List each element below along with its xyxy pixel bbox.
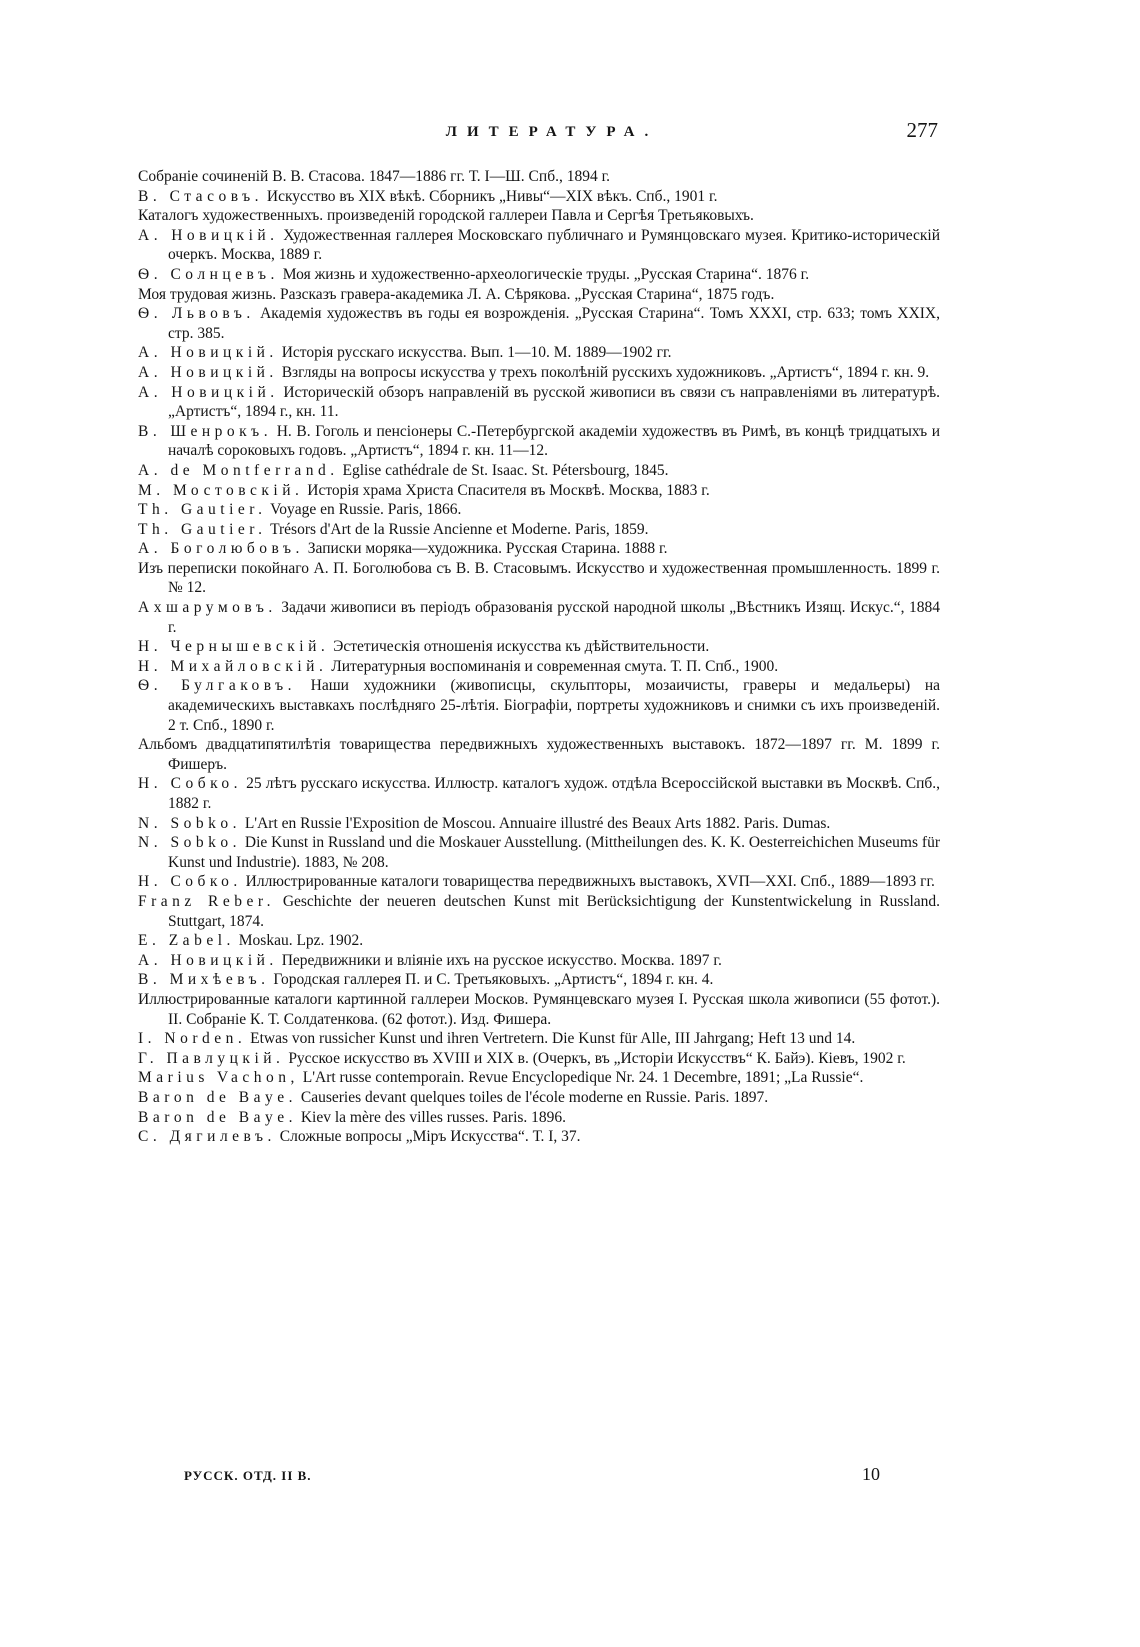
entry-author: Н. Михайловскій.	[138, 657, 328, 675]
entry-text: Voyage en Russie. Paris, 1866.	[270, 501, 462, 519]
entry-text: Сложные вопросы „Міръ Искусства“. Т. I, 37.	[279, 1128, 581, 1146]
entry-text: Causeries devant quelques toiles de l'école moderne en Russie. Paris. 1897.	[300, 1088, 769, 1106]
bibliography-entry	[138, 931, 940, 951]
bibliography-entry	[138, 990, 940, 1029]
entry-text: Исторія русскаго искусства. Вып. 1—10. М. 1889—1902 гг.	[281, 344, 672, 362]
bibliography-list	[138, 167, 940, 1147]
entry-text: Иллюстрированные каталоги картинной галлереи Москов. Румянцевскаго музея I. Русская школа живописи (55 фотот.). II. Собраніе К. Т. Солдатенкова. (62 фотот.). Изд. Фишера.	[138, 990, 940, 1028]
bibliography-entry	[138, 774, 940, 813]
entry-text: Исторія храма Христа Спасителя въ Москвѣ. Москва, 1883 г.	[307, 481, 710, 499]
entry-text: Moskau. Lpz. 1902.	[238, 932, 364, 950]
entry-author: A. de Montferrand.	[138, 461, 339, 479]
entry-author: С. Дягилевъ.	[138, 1128, 276, 1146]
bibliography-entry	[138, 363, 940, 383]
bibliography-entry	[138, 951, 940, 971]
bibliography-entry	[138, 872, 940, 892]
running-title: ЛИТЕРАТУРА.	[445, 124, 659, 140]
sheet-number: 10	[862, 1464, 880, 1484]
entry-author: В. Михѣевъ.	[138, 971, 270, 989]
entry-text: Литературныя воспоминанія и современная смута. Т. П. Спб., 1900.	[331, 657, 779, 675]
entry-text: Городская галлерея П. и С. Третьяковыхъ. „Артистъ“, 1894 г. кн. 4.	[273, 971, 714, 989]
entry-author: E. Zabel.	[138, 932, 235, 950]
entry-text: Искусство въ XIX вѣкѣ. Сборникъ „Нивы“—XIX вѣкъ. Спб., 1901 г.	[266, 187, 718, 205]
entry-author: А. Новицкій.	[138, 363, 278, 381]
entry-author: М. Мостовскій.	[138, 481, 304, 499]
entry-author: В. Шенрокъ.	[138, 422, 273, 440]
entry-text: L'Art russe contemporain. Revue Encyclopedique Nr. 24. 1 Decembre, 1891; „La Russie“.	[302, 1069, 864, 1087]
entry-text: Eglise cathédrale de St. Isaac. St. Pétersbourg, 1845.	[342, 461, 669, 479]
entry-text: Русское искусство въ XVIII и XIX в. (Очеркъ, въ „Исторіи Искусствъ“ К. Байэ). Кіевъ, 1902 г.	[288, 1049, 906, 1067]
entry-text: L'Art en Russie l'Exposition de Moscou. Annuaire illustré des Beaux Arts 1882. Paris. Dumas.	[244, 814, 831, 832]
bibliography-entry	[138, 598, 940, 637]
entry-text: Иллюстрированные каталоги товарищества передвижныхъ выставокъ, XVП—XXI. Спб., 1889—1893 гг.	[245, 873, 935, 891]
bibliography-entry	[138, 520, 940, 540]
page-number: 277	[906, 118, 938, 142]
entry-author: А. Боголюбовъ.	[138, 540, 304, 558]
bibliography-entry	[138, 206, 940, 226]
bibliography-entry	[138, 539, 940, 559]
bibliography-entry	[138, 559, 940, 598]
entry-author: Baron de Baye.	[138, 1088, 297, 1106]
bibliography-entry	[138, 657, 940, 677]
bibliography-entry	[138, 970, 940, 990]
bibliography-entry	[138, 304, 940, 343]
entry-text: Изъ переписки покойнаго А. П. Боголюбова съ В. В. Стасовымъ. Искусство и художественная промышленность. 1899 г. № 12.	[138, 559, 940, 597]
entry-author: N. Sobko.	[138, 814, 241, 832]
entry-text: Kiev la mère des villes russes. Paris. 1896.	[300, 1108, 567, 1126]
entry-text: Собраніе сочиненій В. В. Стасова. 1847—1886 гг. Т. I—Ш. Спб., 1894 г.	[138, 168, 611, 185]
entry-author: А. Новицкій.	[138, 951, 278, 969]
bibliography-entry	[138, 735, 940, 774]
entry-author: А. Новицкій.	[138, 344, 278, 362]
entry-author: Th. Gautier.	[138, 520, 267, 538]
entry-text: Die Kunst in Russland und die Moskauer Ausstellung. (Mittheilungen des. K. K. Oesterreichichen Museums für Kunst und Industrie). 1883, № 208.	[168, 834, 940, 871]
bibliography-entry	[138, 1068, 940, 1088]
entry-author: Ахшарумовъ.	[138, 599, 277, 617]
bibliography-entry	[138, 187, 940, 207]
bibliography-entry	[138, 500, 940, 520]
entry-author: Н. Собко.	[138, 775, 243, 793]
page-header	[138, 118, 940, 148]
bibliography-entry	[138, 833, 940, 872]
bibliography-entry	[138, 1108, 940, 1128]
entry-text: Моя трудовая жизнь. Разсказъ гравера-академика Л. А. Сѣрякова. „Русская Старина“, 1875 годъ.	[138, 285, 775, 303]
entry-author: Baron de Baye.	[138, 1108, 297, 1126]
bibliography-entry	[138, 343, 940, 363]
entry-author: Ѳ. Булгаковъ.	[138, 677, 297, 695]
entry-text: Эстетическія отношенія искусства къ дѣйствительности.	[333, 638, 710, 656]
entry-author: Marius Vachon,	[138, 1069, 299, 1087]
entry-author: Г. Павлуцкій.	[138, 1049, 285, 1067]
bibliography-entry	[138, 383, 940, 422]
entry-author: Ѳ. Львовъ.	[138, 305, 255, 323]
bibliography-entry	[138, 285, 940, 305]
page-footer	[138, 1464, 940, 1488]
bibliography-entry	[138, 481, 940, 501]
entry-text: Академія художествъ въ годы ея возрожденія. „Русская Старина“. Томъ XXXI, стр. 633; томъ XXIX, стр. 385.	[168, 305, 941, 342]
entry-text: Trésors d'Art de la Russie Ancienne et Moderne. Paris, 1859.	[270, 520, 649, 538]
entry-text: Etwas von russicher Kunst und ihren Vertretern. Die Kunst für Alle, III Jahrgang; Heft 13 und 14.	[250, 1030, 856, 1048]
entry-author: Th. Gautier.	[138, 501, 267, 519]
entry-text: Geschichte der neueren deutschen Kunst mit Berücksichtigung der Kunstentwickelung in Russland. Stuttgart, 1874.	[168, 892, 941, 930]
entry-author: А. Новицкій.	[138, 226, 279, 244]
entry-text: Художественная галлерея Московскаго публичнаго и Румянцовскаго музея. Критико-историческій очеркъ. Москва, 1889 г.	[168, 226, 941, 264]
entry-text: Моя жизнь и художественно-археологическіе труды. „Русская Старина“. 1876 г.	[282, 265, 810, 283]
bibliography-entry	[138, 1127, 940, 1147]
entry-author: N. Sobko.	[138, 834, 241, 852]
entry-text: Наши художники (живописцы, скульпторы, мозаичисты, граверы и медальеры) на академическихъ выставкахъ послѣдняго 25-лѣтія. Біографіи, портреты художниковъ и снимки съ ихъ произведеній. 2 т. Спб., 1890 г.	[168, 677, 940, 734]
entry-text: Историческій обзоръ направленій въ русской живописи въ связи съ направленіями въ литературѣ. „Артистъ“, 1894 г., кн. 11.	[168, 383, 940, 421]
entry-text: Н. В. Гоголь и пенсіонеры С.-Петербургской академіи художествъ въ Римѣ, въ концѣ тридцатыхъ и началѣ сороковыхъ годовъ. „Артистъ“, 1894 г. кн. 11—12.	[168, 422, 940, 460]
entry-text: Каталогъ художественныхъ. произведеній городской галлереи Павла и Сергѣя Третьяковыхъ.	[138, 207, 754, 225]
bibliography-entry	[138, 676, 940, 735]
bibliography-entry	[138, 814, 940, 834]
entry-author: В. Стасовъ.	[138, 187, 264, 205]
bibliography-entry	[138, 1049, 940, 1069]
entry-text: Альбомъ двадцатипятилѣтія товарищества передвижныхъ художественныхъ выставокъ. 1872—1897 гг. М. 1899 г. Фишеръ.	[138, 736, 940, 773]
entry-author: I. Norden.	[138, 1030, 247, 1048]
bibliography-entry	[138, 1029, 940, 1049]
bibliography-entry	[138, 892, 940, 931]
entry-author: Ѳ. Солнцевъ.	[138, 265, 279, 283]
entry-text: Взгляды на вопросы искусства у трехъ поколѣній русскихъ художниковъ. „Артистъ“, 1894 г. кн. 9.	[281, 363, 930, 381]
bibliography-entry	[138, 1088, 940, 1108]
bibliography-entry	[138, 422, 940, 461]
printer-signature: РУССК. ОТД. II В.	[184, 1468, 312, 1483]
entry-author: А. Новицкій.	[138, 383, 279, 401]
entry-text: Передвижники и вліяніе ихъ на русское искусство. Москва. 1897 г.	[281, 951, 722, 969]
bibliography-entry	[138, 265, 940, 285]
bibliography-entry	[138, 461, 940, 481]
bibliography-entry	[138, 637, 940, 657]
entry-text: Записки моряка—художника. Русская Старина. 1888 г.	[307, 540, 668, 558]
entry-author: Н. Собко.	[138, 873, 242, 891]
entry-text: 25 лѣтъ русскаго искусства. Иллюстр. каталогъ худож. отдѣла Всероссійской выставки въ Москвѣ. Спб., 1882 г.	[168, 775, 941, 812]
bibliography-entry	[138, 226, 940, 265]
entry-text: Задачи живописи въ періодъ образованія русской народной школы „Вѣстникъ Изящ. Искус.“, 1884 г.	[168, 599, 941, 636]
entry-author: Н. Чернышевскій.	[138, 638, 330, 656]
entry-author: Franz Reber.	[138, 892, 276, 910]
bibliography-entry	[138, 167, 940, 187]
